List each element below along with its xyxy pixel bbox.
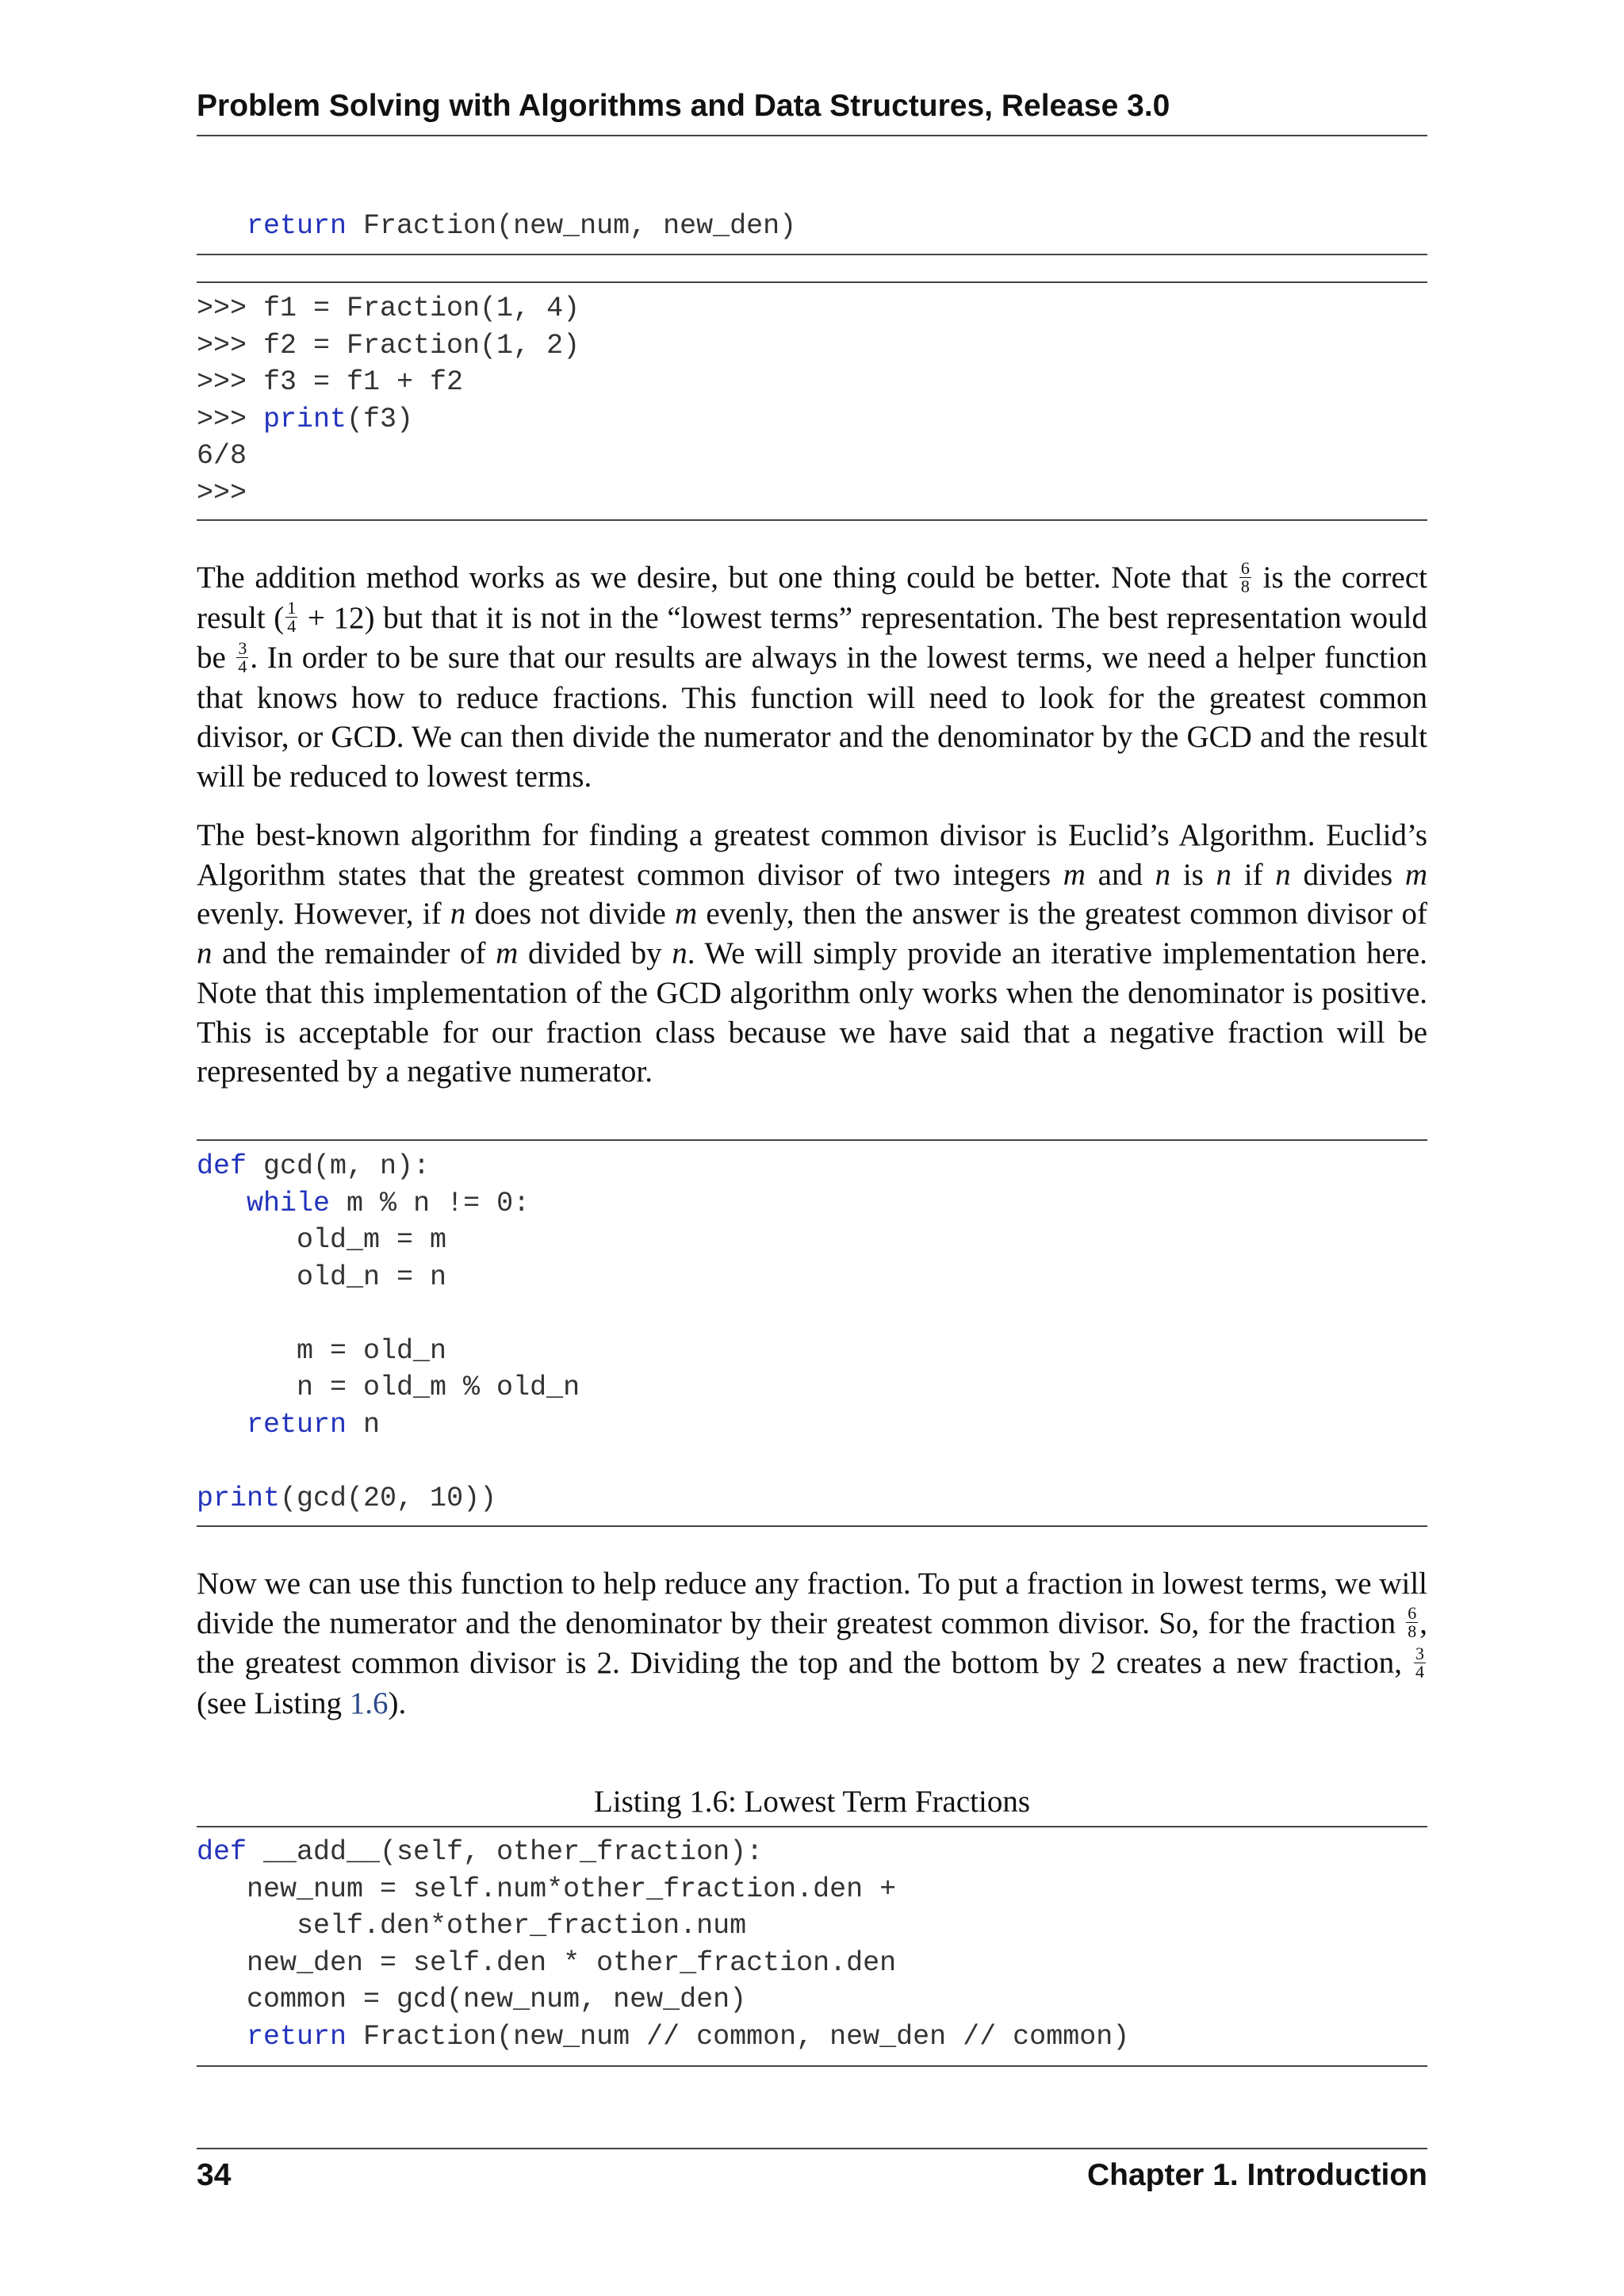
fraction [1406,1605,1418,1640]
paragraph-addition-method [197,558,1427,797]
code-line: common = gcd(new_num, new_den) [197,1984,747,2015]
code-rule [197,1826,1427,1827]
math-var: m [1063,857,1086,892]
fraction [1239,557,1251,596]
code-rule [197,281,1427,283]
paragraph-euclid-algorithm [197,816,1427,1092]
denominator: 8 [1408,1621,1417,1642]
code-line [197,1834,1427,1871]
text: evenly. However, if [197,897,450,932]
code-line: >>> f3 = f1 + f2 [197,366,464,398]
code-indent [197,1409,247,1441]
code-text: (f3) [347,403,414,435]
denominator: 8 [1240,576,1250,596]
text: The best-known algorithm for finding a greatest common divisor is Euclid’s Algorithm. Euclid’s Algorithm states that the greatest common divisor of two integers [197,818,1427,892]
code-output: 6/8 [197,440,247,472]
paragraph-reduce-fraction [197,1564,1427,1724]
fraction [1414,1645,1426,1681]
text: is [1170,857,1216,892]
code-line: new_den = self.den * other_fraction.den [197,1946,897,1979]
code-rule [197,1525,1427,1527]
text: and [1085,857,1155,892]
listing-caption: Listing 1.6: Lowest Term Fractions [593,1785,1031,1819]
code-text: Fraction(new_num // common, new_den // common) [347,2020,1130,2053]
text: . We will simply provide an iterative implementation here. Note that this implementation of the GCD algorithm only works when the denominator is positive. This is acceptable for our fraction class because we have said that a negative fraction will be represented by a negative numerator. [197,936,1427,1089]
code-rule [197,519,1427,521]
math-var: n [1155,857,1171,892]
code-text: __add__(self, other_fraction): [247,1836,764,1868]
code-line: >>> [197,476,247,509]
code-line: self.den*other_fraction.num [197,1910,747,1942]
code-text: (gcd(20, 10)) [280,1482,497,1514]
math-var: n [672,936,688,971]
code-rule [197,254,1427,255]
code-indent [197,2021,247,2053]
numerator: 1 [287,598,297,618]
code-keyword: return [247,2020,347,2053]
code-line: m = old_n [197,1334,447,1367]
code-line: >>> f1 = Fraction(1, 4) [197,293,580,324]
numerator: 3 [1415,1643,1424,1663]
code-rule [197,2065,1427,2067]
code-line [197,401,1427,438]
running-header: Problem Solving with Algorithms and Data Structures, Release 3.0 [197,89,1170,123]
math-var: n [1216,857,1232,892]
code-prompt: >>> [197,403,264,435]
math-var: n [1275,857,1291,892]
math-var: n [450,897,466,932]
code-line-blank [197,1295,1427,1333]
fraction [236,637,248,676]
math-var: m [496,936,519,971]
code-line [197,1148,1427,1185]
code-keyword: return [247,1408,347,1441]
code-text: gcd(m, n): [247,1150,431,1182]
code-indent [197,1188,247,1219]
code-keyword: print [263,403,347,435]
text: if [1231,857,1276,892]
page-number: 34 [197,2158,232,2192]
code-block-lowest-terms [197,1834,1427,2055]
code-line [197,1406,1427,1444]
code-block-gcd [197,1148,1427,1517]
text: divides [1290,857,1405,892]
text: . In order to be sure that our results are always in the lowest terms, we need a helper function that knows how to reduce fractions. This function will need to look for the greatest common divisor, or GCD. We can then divide the numerator and the denominator by the GCD and the result will be reduced to lowest terms. [197,641,1428,794]
numerator: 6 [1408,1603,1417,1624]
chapter-title: Chapter 1. Introduction [1087,2158,1427,2192]
code-line-blank [197,1443,1427,1480]
code-keyword: print [197,1482,281,1514]
text: (see Listing [197,1686,350,1720]
math-var: m [674,897,698,932]
text: + 12) but that it is not in the “lowest terms” representation. The best representation would be [197,600,1427,675]
text: ). [388,1686,407,1720]
numerator: 3 [238,637,247,658]
code-line: n = old_m % old_n [197,1372,580,1403]
code-keyword: while [247,1187,331,1219]
text: and the remainder of [212,936,496,971]
code-block-add-return [197,208,1427,245]
header-rule [197,135,1427,136]
code-line [197,2019,1427,2056]
numerator: 6 [1240,557,1250,578]
footer-rule [197,2148,1427,2149]
math-var: n [197,936,213,971]
fraction [285,599,297,635]
code-line [197,1185,1427,1223]
denominator: 4 [238,656,247,676]
code-text: n [347,1408,381,1441]
math-var: m [1404,857,1427,892]
code-text: Fraction(new_num, new_den) [347,210,797,242]
text: is the correct result ( [197,561,1427,635]
code-text: m % n != 0: [330,1187,530,1219]
code-keyword: return [247,210,347,242]
code-line: old_n = n [197,1261,447,1293]
text: does not divide [465,897,675,932]
code-line: old_m = m [197,1224,447,1256]
text: divided by [518,936,672,971]
code-keyword: def [197,1836,247,1868]
listing-reference-link[interactable]: 1.6 [349,1686,389,1720]
code-block-interactive-session [197,290,1427,511]
denominator: 4 [287,616,297,637]
code-line: >>> f2 = Fraction(1, 2) [197,329,580,362]
text: evenly, then the answer is the greatest common divisor of [697,897,1428,932]
denominator: 4 [1415,1661,1424,1682]
text: , the greatest common divisor is 2. Dividing the top and the bottom by 2 creates a new fraction, [197,1605,1427,1681]
text: The addition method works as we desire, but one thing could be better. Note that [197,561,1238,595]
text: Now we can use this function to help reduce any fraction. To put a fraction in lowest terms, we will divide the numerator and the denominator by their greatest common divisor. So, for the fraction [197,1567,1427,1640]
code-keyword: def [197,1150,247,1182]
code-line [197,208,1427,245]
code-line [197,1480,1427,1517]
code-rule [197,1139,1427,1141]
code-line: new_num = self.num*other_fraction.den + [197,1873,897,1905]
